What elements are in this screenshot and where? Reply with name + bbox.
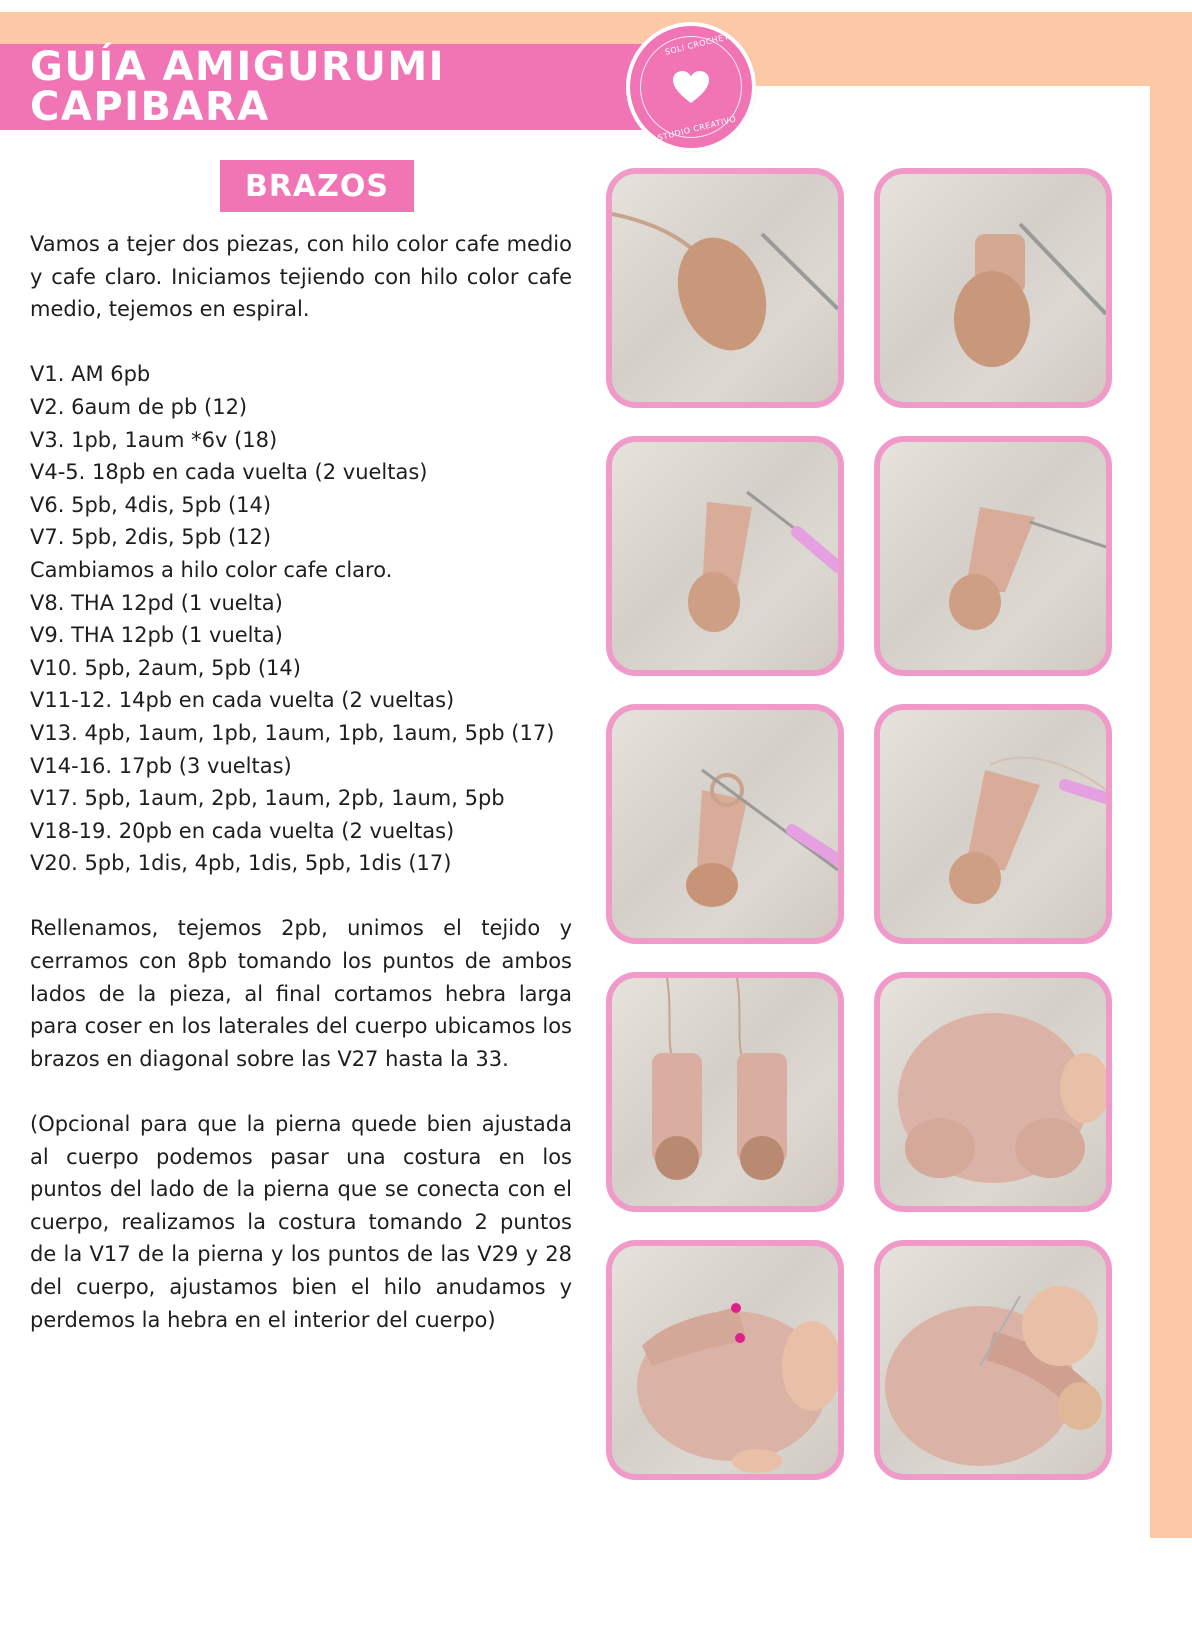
step-line: V4-5. 18pb en cada vuelta (2 vueltas) xyxy=(30,460,428,485)
step-line: Cambiamos a hilo color cafe claro. xyxy=(30,557,393,582)
step-line: V14-16. 17pb (3 vueltas) xyxy=(30,753,292,778)
step-line: V8. THA 12pd (1 vuelta) xyxy=(30,590,283,615)
step-line: V11-12. 14pb en cada vuelta (2 vueltas) xyxy=(30,688,455,713)
intro-paragraph: Vamos a tejer dos piezas, con hilo color cafe medio y cafe claro. Iniciamos tejiendo con hilo color cafe medio, tejemos en espiral. xyxy=(30,232,572,322)
section-title: BRAZOS xyxy=(244,168,390,204)
title-banner xyxy=(0,44,668,130)
step-line: V7. 5pb, 2dis, 5pb (12) xyxy=(30,525,272,550)
step-photo-6 xyxy=(874,704,1112,944)
peach-right-band xyxy=(1150,12,1192,1538)
step-line: V2. 6aum de pb (12) xyxy=(30,394,248,419)
step-line: V18-19. 20pb en cada vuelta (2 vueltas) xyxy=(30,818,455,843)
step-photo-4 xyxy=(874,436,1112,676)
closing-paragraph: Rellenamos, tejemos 2pb, unimos el tejido y cerramos con 8pb tomando los puntos de ambos lados de la pieza, al final cortamos hebra larga para coser en los laterales del cuerpo ubicamos los brazos en diagonal sobre las V27 hasta la 33. xyxy=(30,916,572,1071)
step-photo-1 xyxy=(606,168,844,408)
page-title: GUÍA AMIGURUMI CAPIBARA xyxy=(30,44,446,130)
step-photo-2 xyxy=(874,168,1112,408)
step-line: V10. 5pb, 2aum, 5pb (14) xyxy=(30,655,301,680)
step-line: V6. 5pb, 4dis, 5pb (14) xyxy=(30,492,272,517)
step-photo-10 xyxy=(874,1240,1112,1480)
step-line: V3. 1pb, 1aum *6v (18) xyxy=(30,427,278,452)
step-photo-9 xyxy=(606,1240,844,1480)
step-line: V1. AM 6pb xyxy=(30,362,151,387)
step-line: V20. 5pb, 1dis, 4pb, 1dis, 5pb, 1dis (17) xyxy=(30,851,452,876)
step-photo-3 xyxy=(606,436,844,676)
step-line: V13. 4pb, 1aum, 1pb, 1aum, 1pb, 1aum, 5pb (17) xyxy=(30,720,555,745)
badge-text-top: SOLI CROCHET xyxy=(664,32,730,57)
step-photo-8 xyxy=(874,972,1112,1212)
step-photo-7 xyxy=(606,972,844,1212)
step-photo-5 xyxy=(606,704,844,944)
step-line: V17. 5pb, 1aum, 2pb, 1aum, 2pb, 1aum, 5pb xyxy=(30,786,505,811)
badge-text-bottom: STUDIO CREATIVO xyxy=(656,114,738,143)
instructions-column xyxy=(30,228,572,1336)
heart-icon xyxy=(668,64,714,110)
step-line: V9. THA 12pb (1 vuelta) xyxy=(30,623,283,648)
brand-logo-badge xyxy=(626,22,756,152)
optional-paragraph: (Opcional para que la pierna quede bien ajustada al cuerpo podemos pasar una costura en los puntos del lado de la pierna que se conecta con el cuerpo, realizamos la costura tomando 2 puntos de la V17 de la pierna y los puntos de las V29 y 28 del cuerpo, ajustamos bien el hilo anudamos y perdemos la hebra en el interior del cuerpo) xyxy=(30,1112,572,1332)
section-title-tag xyxy=(220,160,414,212)
